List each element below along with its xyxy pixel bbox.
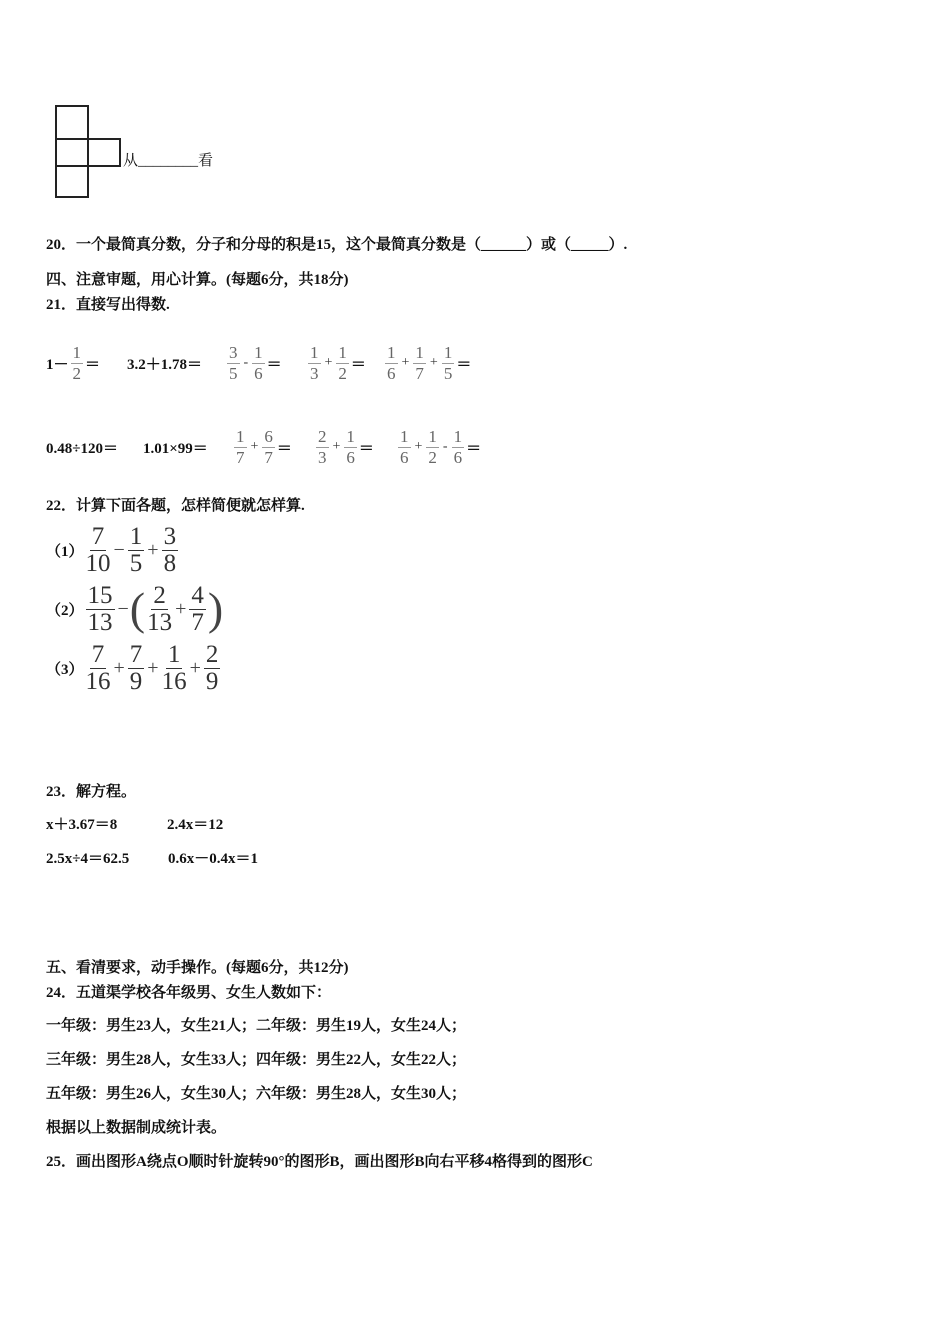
numerator: 4 — [191, 581, 204, 609]
fraction — [252, 343, 265, 384]
question-21-title: 21．直接写出得数. — [46, 297, 170, 313]
denominator: 9 — [129, 667, 143, 695]
fraction — [234, 427, 247, 468]
numerator: 1 — [453, 426, 463, 446]
expression-text: ＝ — [466, 440, 482, 457]
fraction — [162, 642, 187, 695]
q24-line-4: 根据以上数据制成统计表。 — [46, 1120, 227, 1136]
denominator: 7 — [264, 447, 273, 467]
denominator: 3 — [318, 447, 327, 467]
fraction — [426, 427, 439, 468]
operator: + — [113, 656, 125, 679]
calc-expression — [127, 340, 202, 386]
item-label: （1） — [46, 543, 84, 560]
numerator: 1 — [310, 342, 319, 362]
operator: − — [117, 597, 129, 620]
calc-expression — [396, 424, 481, 470]
fraction — [147, 583, 172, 636]
denominator: 2 — [428, 447, 437, 467]
denominator: 3 — [310, 363, 319, 383]
expression-text: ＝ — [276, 440, 292, 457]
denominator: 7 — [415, 363, 424, 383]
q24-line-2: 三年级：男生28人，女生33人；四年级：男生22人，女生22人； — [46, 1052, 467, 1068]
numerator: 7 — [91, 640, 105, 668]
numerator: 1 — [254, 342, 263, 362]
section-4-heading: 四、注意审题，用心计算。(每题6分，共18分) — [46, 272, 349, 288]
equation-4: 0.6x－0.4x＝1 — [168, 851, 259, 867]
denominator: 2 — [338, 363, 347, 383]
denominator: 16 — [161, 667, 187, 695]
operator: − — [113, 538, 125, 561]
denominator: 5 — [229, 363, 238, 383]
operator: + — [332, 439, 341, 454]
operator: + — [147, 538, 159, 561]
fraction — [413, 343, 426, 384]
numerator: 1 — [338, 342, 347, 362]
expression-text: 1.01×99＝ — [143, 440, 208, 457]
fraction — [86, 642, 111, 695]
fraction — [189, 583, 206, 636]
denominator: 6 — [453, 447, 463, 467]
operator: + — [147, 656, 159, 679]
denominator: 13 — [147, 608, 173, 636]
numerator: 2 — [318, 426, 327, 446]
numerator: 3 — [229, 342, 238, 362]
operator: + — [324, 355, 333, 370]
operator: + — [189, 656, 201, 679]
expression-text: ＝ — [456, 356, 472, 373]
question-24-title: 24．五道渠学校各年级男、女生人数如下： — [46, 985, 332, 1001]
numerator: 1 — [346, 426, 355, 446]
expression-text: 3.2＋1.78＝ — [127, 356, 203, 373]
fraction — [398, 427, 411, 468]
calc-expression — [46, 340, 100, 386]
equation-3: 2.5x÷4＝62.5 — [46, 851, 130, 867]
fraction — [204, 642, 221, 695]
equation-2: 2.4x＝12 — [167, 817, 224, 833]
question-20: 20．一个最简真分数，分子和分母的积是15，这个最简真分数是（______）或（_____）. — [46, 237, 628, 253]
calc-expression — [306, 340, 366, 386]
expression-text: ＝ — [85, 356, 101, 373]
operator: + — [175, 597, 187, 620]
fraction — [71, 343, 84, 384]
fraction — [162, 524, 179, 577]
operator: - — [243, 355, 249, 370]
operator: + — [250, 439, 259, 454]
expression-text: ＝ — [358, 440, 374, 457]
denominator: 6 — [254, 363, 263, 383]
numerator: 1 — [428, 426, 437, 446]
numerator: 7 — [91, 522, 105, 550]
denominator: 2 — [72, 363, 82, 383]
denominator: 6 — [400, 447, 409, 467]
denominator: 7 — [236, 447, 245, 467]
denominator: 10 — [85, 549, 111, 577]
fraction — [128, 642, 145, 695]
numerator: 7 — [129, 640, 143, 668]
expression-text: ＝ — [350, 356, 366, 373]
numerator: 1 — [387, 342, 396, 362]
fraction — [128, 524, 145, 577]
fraction — [316, 427, 329, 468]
numerator: 1 — [236, 426, 245, 446]
fraction — [308, 343, 321, 384]
numerator: 1 — [129, 522, 143, 550]
denominator: 6 — [387, 363, 396, 383]
denominator: 13 — [87, 608, 113, 636]
fraction — [442, 343, 455, 384]
q22-item — [46, 640, 222, 696]
q22-item — [46, 581, 223, 637]
denominator: 7 — [191, 608, 204, 636]
question-23-title: 23．解方程。 — [46, 784, 137, 800]
fraction — [86, 583, 115, 636]
q24-line-1: 一年级：男生23人，女生21人；二年级：男生19人，女生24人； — [46, 1018, 467, 1034]
fraction — [227, 343, 240, 384]
fraction — [262, 427, 275, 468]
q24-line-3: 五年级：男生26人，女生30人；六年级：男生28人，女生30人； — [46, 1086, 467, 1102]
numerator: 2 — [153, 581, 166, 609]
calc-expression — [232, 424, 292, 470]
numerator: 15 — [87, 581, 113, 609]
numerator: 1 — [400, 426, 409, 446]
numerator: 1 — [415, 342, 424, 362]
operator: - — [442, 439, 448, 454]
denominator: 5 — [129, 549, 143, 577]
numerator: 2 — [205, 640, 219, 668]
expression-text: ＝ — [266, 356, 282, 373]
calc-expression — [46, 424, 118, 470]
fraction — [336, 343, 349, 384]
denominator: 16 — [85, 667, 111, 695]
denominator: 9 — [205, 667, 219, 695]
calc-expression — [314, 424, 374, 470]
item-label: （2） — [46, 602, 84, 619]
equation-1: x＋3.67＝8 — [46, 817, 118, 833]
denominator: 5 — [443, 363, 453, 383]
denominator: 8 — [163, 549, 177, 577]
operator: + — [401, 355, 410, 370]
question-25: 25．画出图形A绕点O顺时针旋转90°的图形B，画出图形B向右平移4格得到的图形C — [46, 1154, 593, 1170]
fraction — [452, 427, 465, 468]
numerator: 1 — [443, 342, 453, 362]
numerator: 1 — [167, 640, 181, 668]
view-direction-blank: 从________看 — [123, 153, 214, 169]
numerator: 6 — [264, 426, 273, 446]
parenthesis: ) — [207, 583, 224, 634]
section-5-heading: 五、看清要求，动手操作。(每题6分，共12分) — [46, 960, 349, 976]
question-22-title: 22．计算下面各题，怎样简便就怎样算. — [46, 498, 305, 514]
fraction — [86, 524, 111, 577]
fraction — [344, 427, 357, 468]
calc-expression — [225, 340, 282, 386]
denominator: 6 — [346, 447, 355, 467]
numerator: 3 — [163, 522, 177, 550]
calc-expression — [143, 424, 208, 470]
item-label: （3） — [46, 661, 84, 678]
calc-expression — [383, 340, 471, 386]
expression-text: 1－ — [46, 356, 69, 373]
expression-text: 0.48÷120＝ — [46, 440, 118, 457]
numerator: 1 — [72, 342, 82, 362]
q22-item — [46, 522, 180, 578]
fraction — [385, 343, 398, 384]
parenthesis: ( — [129, 583, 146, 634]
operator: + — [414, 439, 423, 454]
operator: + — [429, 355, 438, 370]
